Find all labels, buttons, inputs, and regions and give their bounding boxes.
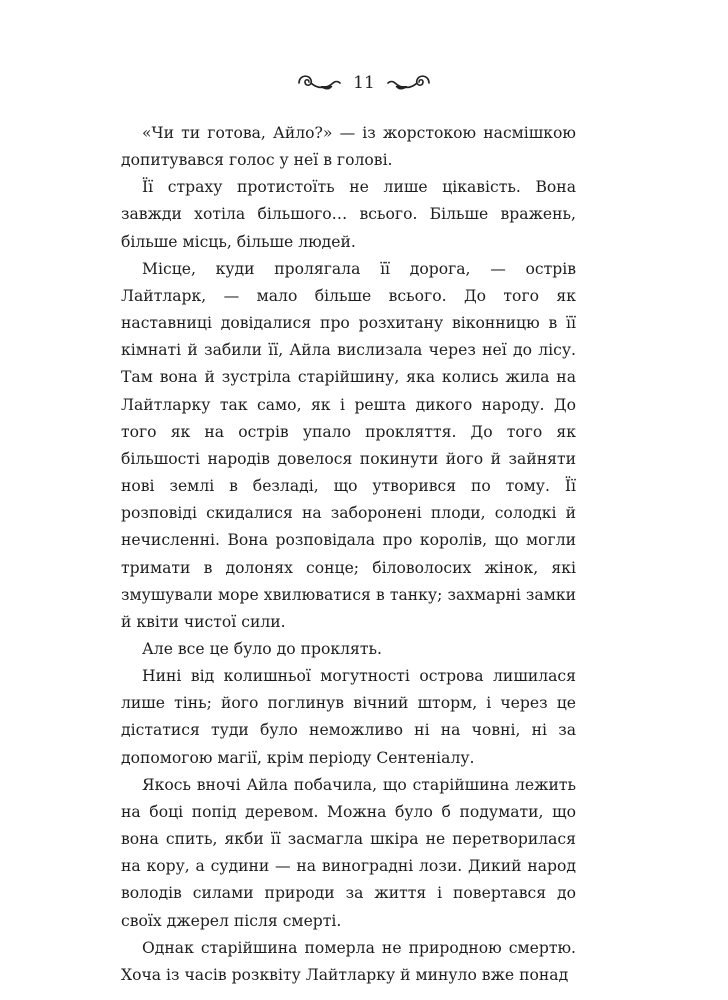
paragraph: Але все це було до проклять. — [142, 639, 382, 658]
paragraph: Місце, куди пролягала її дорога, — острів Лайтларк, — мало більше всього. До того як наставниці довідалися про розхитану віконницю в її кімнаті й забили її, Айла вислизала через неї до лісу. Там вона й зустріла старійшину, яка колись жила на Лайтларку так само, як і решта дикого народу. До того як на острів упало прокляття. До того як більшості народів довелося покинути його й зайняти нові землі в безладі, що утворився по тому. Її розповіді скидалися на заборонені плоди, солодкі й нечисленні. Вона розповідала про королів, що могли тримати в долонях сонце; біловолосих жінок, які змушували море хвилюватися в танку; захмарні замки й квіти чистої сили. — [121, 259, 576, 631]
paragraph: Якось вночі Айла побачила, що старійшина лежить на боці попід деревом. Можна було б подумати, що вона спить, якби її засмагла шкіра не перетворилася на кору, а судини — на виноградні лози. Дикий народ володів силами природи за життя і повертався до своїх джерел після смерті. — [121, 775, 576, 930]
page-header — [0, 64, 728, 100]
paragraph: «Чи ти готова, Айло?» — із жорстокою насмішкою допитувався голос у неї в голові. — [121, 124, 576, 170]
paragraph: Її страху протистоїть не лише цікавість. Вона завжди хотіла більшого… всього. Більше вражень, більше місць, більше людей. — [121, 178, 576, 251]
right-flourish-icon — [387, 71, 431, 93]
left-flourish-icon — [297, 71, 341, 93]
paragraph: Однак старійшина померла не природною смертю. Хоча із часів розквіту Лайтларку й минуло вже понад — [121, 938, 576, 984]
body-text — [121, 120, 576, 989]
page-number: 11 — [353, 72, 375, 93]
paragraph: Нині від колишньої могутності острова лишилася лише тінь; його поглинув вічний шторм, і через це дістатися туди було неможливо ні на човні, ні за допомогою магії, крім періоду Сентеніалу. — [121, 667, 576, 767]
